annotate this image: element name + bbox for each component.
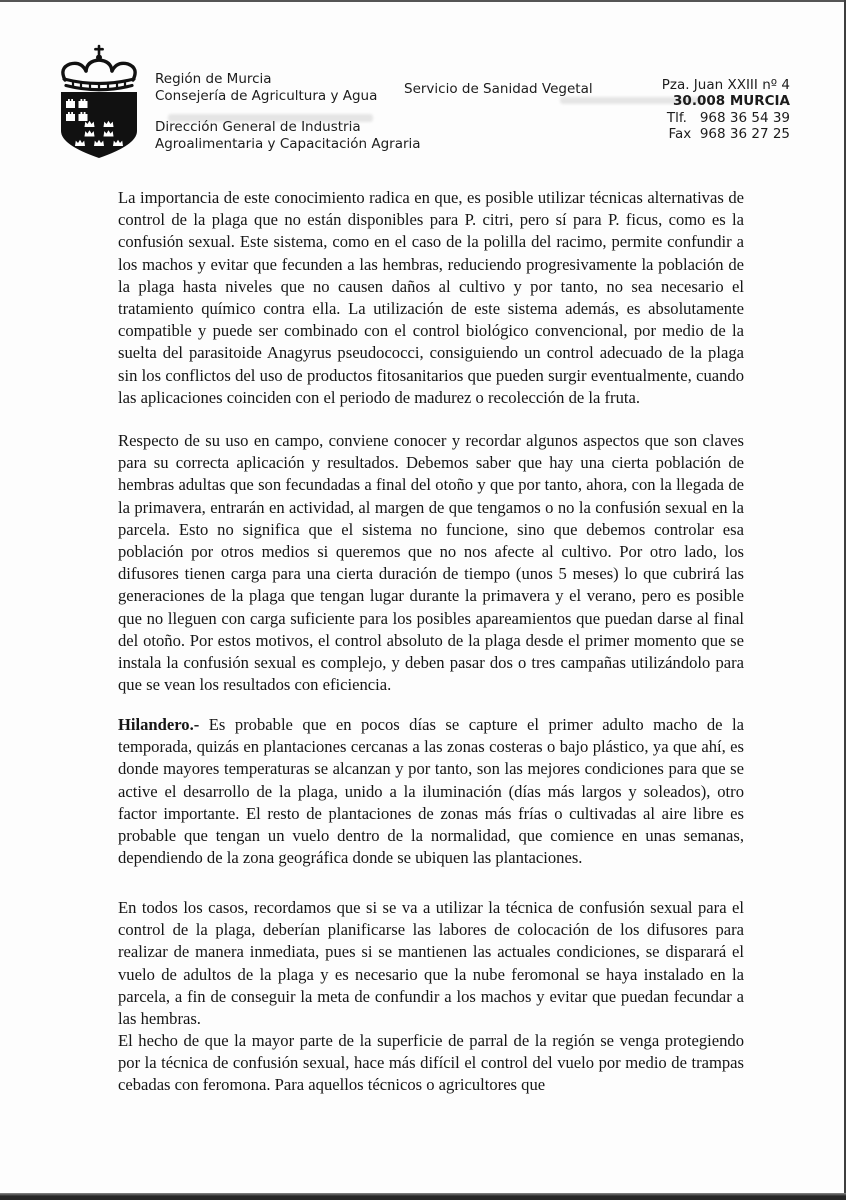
service-name: Servicio de Sanidad Vegetal: [404, 81, 593, 97]
paragraph: [118, 1030, 744, 1097]
org-region: Región de Murcia: [155, 71, 272, 87]
dept-line1: Dirección General de Industria: [155, 119, 361, 135]
address-phone: Tlf. 968 36 54 39: [666, 109, 790, 126]
murcia-coat-of-arms-icon: [53, 44, 145, 162]
address-city: 30.008 MURCIA: [673, 93, 790, 110]
paragraph-text: Es probable que en pocos días se capture el primer adulto macho de la temporada, quizás en plantaciones cercanas a las zonas costeras o bajo plástico, ya que ahí, es donde mayores temperaturas se alcanzan y por tanto, son las mejores condiciones para que se active el desarrollo de la plaga, unido a la iluminación (días más largos y soleados), otro factor importante. El resto de plantaciones de zonas más frías o cultivadas al aire libre es probable que tengan un vuelo dentro de la normalidad, que comience en unas semanas, dependiendo de la zona geográfica donde se ubiquen las plantaciones.: [118, 715, 744, 868]
paragraph-hilandero: [118, 714, 744, 869]
address-fax: Fax 968 36 27 25: [668, 126, 790, 143]
letterhead: [0, 0, 846, 178]
dept-block: [155, 119, 421, 153]
paragraph: [118, 187, 744, 409]
dept-line2: Agroalimentaria y Capacitación Agraria: [155, 136, 421, 152]
paragraph-text: El hecho de que la mayor parte de la superficie de parral de la región se venga protegiendo por la técnica de confusión sexual, hace más difícil el control del vuelo por medio de trampas cebadas con feromona. Para aquellos técnicos o agricultores que: [118, 1031, 744, 1095]
paragraph: [118, 430, 744, 696]
paragraph-lead: Hilandero.-: [118, 715, 200, 734]
paragraph-text: En todos los casos, recordamos que si se va a utilizar la técnica de confusión sexual para el control de la plaga, deberían planificarse las labores de colocación de los difusores para realizar de manera inmediata, pues si se mantienen las actuales condiciones, se disparará el vuelo de adultos de la plaga y es necesario que la nube feromonal se haya instalado en la parcela, a fin de conseguir la meta de confundir a los machos y evitar que puedan fecundar a las hembras.: [118, 898, 744, 1029]
address-block: [662, 77, 790, 143]
address-street: Pza. Juan XXIII nº 4: [661, 77, 790, 93]
scan-edge-bottom: [0, 1193, 846, 1200]
paragraph: [118, 897, 744, 1030]
paragraph-text: La importancia de este conocimiento radica en que, es posible utilizar técnicas alternativas de control de la plaga que no están disponibles para P. citri, pero sí para P. ficus, como es la confusión sexual. Este sistema, como en el caso de la polilla del racimo, permite confundir a los machos y evitar que fecunden a las hembras, reduciendo progresivamente la población de la plaga hasta niveles que no causen daños al cultivo y por tanto, no sea necesario el tratamiento químico contra ella. La utilización de este sistema además, es absolutamente compatible y puede ser combinado con el control biológico convencional, por medio de la suelta del parasitoide Anagyrus pseudococci, consiguiendo un control adecuado de la plaga sin los conflictos del uso de productos fitosanitarios que pueden surgir eventualmente, cuando las aplicaciones coinciden con el periodo de madurez o recolección de la fruta.: [118, 188, 744, 407]
org-consejeria: Consejería de Agricultura y Agua: [155, 88, 378, 104]
paragraph-text: Respecto de su uso en campo, conviene conocer y recordar algunos aspectos que son claves para su correcta aplicación y resultados. Debemos saber que hay una cierta población de hembras adultas que son fecundadas a final del otoño y que por tanto, ahora, con la llegada de la primavera, entrarán en actividad, al margen de que tengamos o no la confusión sexual en la parcela. Esto no significa que el sistema no funcione, sino que debemos controlar esa población por otros medios si queremos que no nos afecte al cultivo. Por otro lado, los difusores tienen carga para una cierta duración de tiempo (unos 5 meses) lo que cubrirá las generaciones de la plaga que tengan lugar durante la primavera y el verano, pero es posible que no lleguen con carga suficiente para los posibles apareamientos que puedan darse al final del otoño. Por estos motivos, el control absoluto de la plaga desde el primer momento que se instala la confusión sexual es complejo, y deben pasar dos o tres campañas utilizándolo para que se vean los resultados con eficiencia.: [118, 431, 744, 695]
org-block: [155, 71, 377, 105]
